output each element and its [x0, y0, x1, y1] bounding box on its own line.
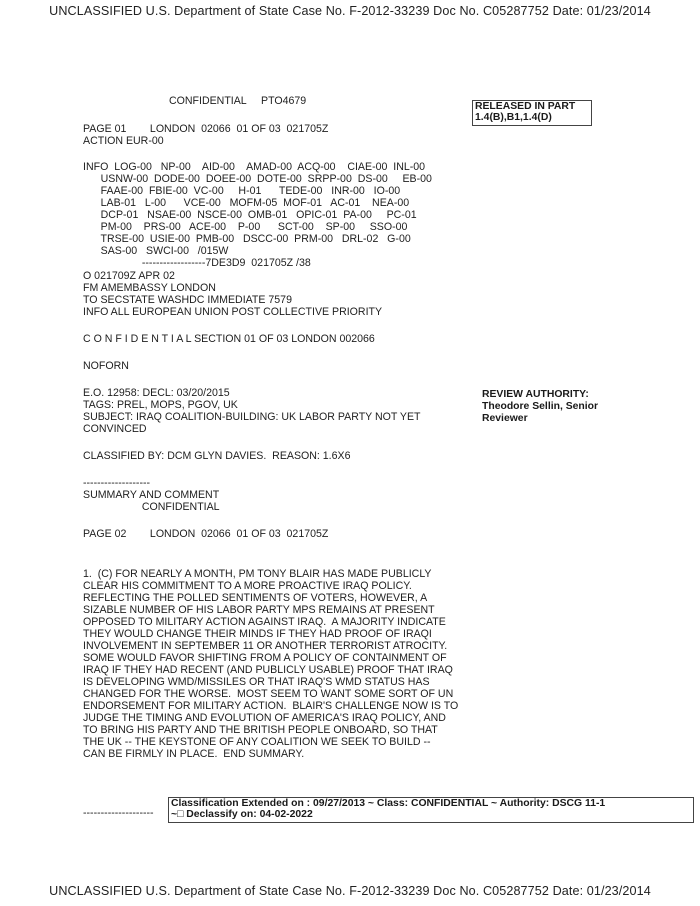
paragraph-line: 1. (C) FOR NEARLY A MONTH, PM TONY BLAIR HAS MADE PUBLICLY: [83, 568, 432, 580]
info-line: INFO LOG-00 NP-00 AID-00 AMAD-00 ACQ-00 CIAE-00 INL-00: [83, 161, 426, 173]
summary-heading: SUMMARY AND COMMENT: [83, 489, 220, 501]
bottom-declassification-banner: UNCLASSIFIED U.S. Department of State Case No. F-2012-33239 Doc No. C05287752 Date: 01/23/2014: [49, 884, 651, 898]
declassify-line: ~□ Declassify on: 04-02-2022: [171, 809, 313, 820]
routing-line: O 021709Z APR 02: [83, 270, 175, 282]
noforn-line: NOFORN: [83, 360, 129, 372]
paragraph-line: THEY WOULD CHANGE THEIR MINDS IF THEY HAD PROOF OF IRAQI: [83, 628, 432, 640]
paragraph-line: CHANGED FOR THE WORSE. MOST SEEM TO WANT SOME SORT OF UN: [83, 688, 454, 700]
released-stamp-line: RELEASED IN PART: [475, 101, 576, 112]
tags-line: E.O. 12958: DECL: 03/20/2015: [83, 387, 230, 399]
paragraph-line: THE UK -- THE KEYSTONE OF ANY COALITION WE SEEK TO BUILD --: [83, 736, 431, 748]
info-line: ------------------7DE3D9 021705Z /38: [83, 257, 311, 269]
page-01-header: PAGE 01 LONDON 02066 01 OF 03 021705Z: [83, 123, 329, 135]
paragraph-line: OPPOSED TO MILITARY ACTION AGAINST IRAQ. A MAJORITY INDICATE: [83, 616, 446, 628]
released-stamp-exemptions: 1.4(B),B1,1.4(D): [475, 112, 552, 123]
paragraph-line: ENDORSEMENT FOR MILITARY ACTION. BLAIR'S CHALLENGE NOW IS TO: [83, 700, 459, 712]
classified-by-line: CLASSIFIED BY: DCM GLYN DAVIES. REASON: 1.6X6: [83, 450, 351, 462]
end-divider-line: --------------------: [83, 807, 154, 819]
routing-line: INFO ALL EUROPEAN UNION POST COLLECTIVE PRIORITY: [83, 306, 383, 318]
section-line: C O N F I D E N T I A L SECTION 01 OF 03 LONDON 002066: [83, 333, 375, 345]
paragraph-line: SOME WOULD FAVOR SHIFTING FROM A POLICY OF CONTAINMENT OF: [83, 652, 447, 664]
info-line: SAS-00 SWCI-00 /015W: [83, 245, 229, 257]
review-stamp-line: REVIEW AUTHORITY:: [482, 389, 589, 400]
review-stamp-line: Theodore Sellin, Senior: [482, 401, 599, 412]
info-line: FAAE-00 FBIE-00 VC-00 H-01 TEDE-00 INR-00 IO-00: [83, 185, 401, 197]
extended-stamp-line: Classification Extended on : 09/27/2013 ~ Class: CONFIDENTIAL ~ Authority: DSCG 11-1: [171, 798, 606, 809]
routing-line: TO SECSTATE WASHDC IMMEDIATE 7579: [83, 294, 292, 306]
summary-confidential: CONFIDENTIAL: [83, 501, 220, 513]
paragraph-line: CLEAR HIS COMMITMENT TO A MORE PROACTIVE IRAQ POLICY.: [83, 580, 412, 592]
action-line: ACTION EUR-00: [83, 135, 164, 147]
top-declassification-banner: UNCLASSIFIED U.S. Department of State Case No. F-2012-33239 Doc No. C05287752 Date: 01/23/2014: [49, 4, 651, 18]
info-line: LAB-01 L-00 VCE-00 MOFM-05 MOF-01 AC-01 NEA-00: [83, 197, 410, 209]
paragraph-line: IRAQ IF THEY HAD RECENT (AND PUBLICLY USABLE) PROOF THAT IRAQ: [83, 664, 453, 676]
paragraph-line: JUDGE THE TIMING AND EVOLUTION OF AMERICA'S IRAQ POLICY, AND: [83, 712, 446, 724]
routing-line: FM AMEMBASSY LONDON: [83, 282, 216, 294]
divider-line: -------------------: [83, 477, 151, 489]
info-line: PM-00 PRS-00 ACE-00 P-00 SCT-00 SP-00 SSO-00: [83, 221, 408, 233]
paragraph-line: SIZABLE NUMBER OF HIS LABOR PARTY MPS REMAINS AT PRESENT: [83, 604, 435, 616]
paragraph-line: REFLECTING THE POLLED SENTIMENTS OF VOTERS, HOWEVER, A: [83, 592, 428, 604]
paragraph-line: CAN BE FIRMLY IN PLACE. END SUMMARY.: [83, 748, 305, 760]
confidential-header: CONFIDENTIAL PTO4679: [169, 95, 307, 107]
paragraph-line: IS DEVELOPING WMD/MISSILES OR THAT IRAQ'S WMD STATUS HAS: [83, 676, 430, 688]
info-line: TRSE-00 USIE-00 PMB-00 DSCC-00 PRM-00 DRL-02 G-00: [83, 233, 411, 245]
page-02-header: PAGE 02 LONDON 02066 01 OF 03 021705Z: [83, 528, 329, 540]
info-line: DCP-01 NSAE-00 NSCE-00 OMB-01 OPIC-01 PA-00 PC-01: [83, 209, 417, 221]
review-stamp-line: Reviewer: [482, 413, 528, 424]
subject-line: SUBJECT: IRAQ COALITION-BUILDING: UK LABOR PARTY NOT YET: [83, 411, 421, 423]
paragraph-line: TO BRING HIS PARTY AND THE BRITISH PEOPLE ONBOARD, SO THAT: [83, 724, 438, 736]
tags-line: TAGS: PREL, MOPS, PGOV, UK: [83, 399, 238, 411]
subject-line: CONVINCED: [83, 423, 147, 435]
info-line: USNW-00 DODE-00 DOEE-00 DOTE-00 SRPP-00 DS-00 EB-00: [83, 173, 432, 185]
paragraph-line: INVOLVEMENT IN SEPTEMBER 11 OR ANOTHER TERRORIST ATROCITY.: [83, 640, 448, 652]
